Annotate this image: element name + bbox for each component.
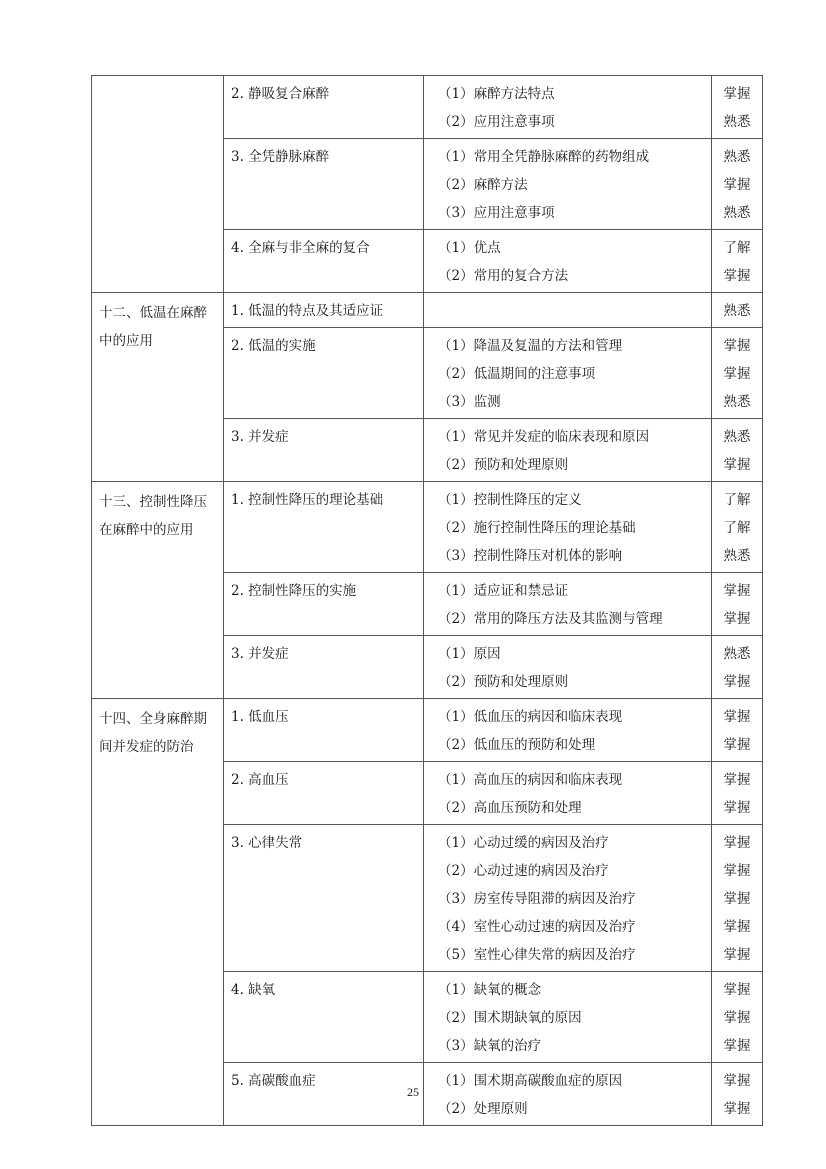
content-item: （1）缺氧的概念 — [438, 982, 542, 998]
requirement-level: 掌握 — [723, 1101, 751, 1117]
level-cell — [712, 636, 763, 699]
requirement-level: 掌握 — [723, 611, 751, 627]
topic-cell — [224, 762, 424, 825]
requirement-level: 掌握 — [723, 709, 751, 725]
unit-title-line: 十三、控制性降压 — [99, 494, 207, 510]
content-item: （2）麻醉方法 — [438, 177, 528, 193]
topic-cell — [224, 699, 424, 762]
topic-cell — [224, 419, 424, 482]
requirement-level: 熟悉 — [723, 429, 751, 445]
content-item: （1）降温及复温的方法和管理 — [438, 338, 623, 354]
unit-title-line: 十四、全身麻醉期 — [99, 711, 207, 727]
unit-title-line: 十二、低温在麻醉 — [99, 305, 207, 321]
content-item: （1）优点 — [438, 240, 501, 256]
content-cell — [424, 636, 712, 699]
topic-cell — [224, 573, 424, 636]
topic-name: 1. 低温的特点及其适应证 — [231, 303, 384, 319]
level-cell — [712, 419, 763, 482]
content-item: （2）处理原则 — [438, 1101, 528, 1117]
requirement-level: 熟悉 — [723, 548, 751, 564]
content-item: （2）围术期缺氧的原因 — [438, 1010, 582, 1026]
requirement-level: 掌握 — [723, 268, 751, 284]
content-cell — [424, 762, 712, 825]
requirement-level: 掌握 — [723, 366, 751, 382]
content-item: （2）低温期间的注意事项 — [438, 366, 596, 382]
topic-name: 3. 并发症 — [231, 429, 289, 445]
requirement-level: 掌握 — [723, 338, 751, 354]
topic-name: 1. 控制性降压的理论基础 — [231, 492, 384, 508]
topic-cell — [224, 293, 424, 328]
content-cell — [424, 76, 712, 139]
topic-name: 4. 缺氧 — [231, 982, 276, 998]
syllabus-body — [92, 76, 763, 1126]
content-item: （3）应用注意事项 — [438, 205, 555, 221]
content-item — [424, 297, 711, 325]
level-cell — [712, 328, 763, 419]
topic-name: 3. 心律失常 — [231, 835, 303, 851]
content-cell — [424, 825, 712, 972]
content-cell — [424, 972, 712, 1063]
content-cell — [424, 419, 712, 482]
requirement-level: 了解 — [723, 520, 751, 536]
requirement-level: 掌握 — [723, 1073, 751, 1089]
content-item: （2）常用的复合方法 — [438, 268, 569, 284]
content-item: （2）高血压预防和处理 — [438, 800, 582, 816]
topic-cell — [224, 482, 424, 573]
content-cell — [424, 230, 712, 293]
requirement-level: 熟悉 — [723, 149, 751, 165]
level-cell — [712, 230, 763, 293]
content-item: （3）控制性降压对机体的影响 — [438, 548, 623, 564]
topic-name: 3. 全凭静脉麻醉 — [231, 149, 330, 165]
content-item: （2）预防和处理原则 — [438, 674, 569, 690]
requirement-level: 掌握 — [723, 947, 751, 963]
content-item: （2）常用的降压方法及其监测与管理 — [438, 611, 663, 627]
requirement-level: 掌握 — [723, 863, 751, 879]
content-item: （3）房室传导阻滞的病因及治疗 — [438, 891, 636, 907]
unit-title-cell — [92, 76, 224, 293]
requirement-level: 掌握 — [723, 772, 751, 788]
level-cell — [712, 699, 763, 762]
content-item: （1）麻醉方法特点 — [438, 86, 555, 102]
syllabus-table — [91, 75, 763, 1126]
topic-name: 3. 并发症 — [231, 646, 289, 662]
content-item: （1）常用全凭静脉麻醉的药物组成 — [438, 149, 650, 165]
level-cell — [712, 293, 763, 328]
content-item: （5）室性心律失常的病因及治疗 — [438, 947, 636, 963]
requirement-level: 掌握 — [723, 1010, 751, 1026]
requirement-level: 熟悉 — [723, 303, 751, 319]
topic-name: 4. 全麻与非全麻的复合 — [231, 240, 370, 256]
content-item: （2）心动过速的病因及治疗 — [438, 863, 609, 879]
content-item: （2）预防和处理原则 — [438, 457, 569, 473]
table-row — [92, 293, 763, 328]
unit-title-line: 中的应用 — [99, 333, 153, 349]
unit-title-line: 在麻醉中的应用 — [99, 522, 194, 538]
content-item: （1）原因 — [438, 646, 501, 662]
content-item: （4）室性心动过速的病因及治疗 — [438, 919, 636, 935]
level-cell — [712, 825, 763, 972]
content-item: （2）施行控制性降压的理论基础 — [438, 520, 636, 536]
unit-title-cell — [92, 293, 224, 482]
content-item: （1）心动过缓的病因及治疗 — [438, 835, 609, 851]
topic-name: 5. 高碳酸血症 — [231, 1073, 316, 1089]
level-cell — [712, 76, 763, 139]
requirement-level: 掌握 — [723, 177, 751, 193]
content-item: （2）低血压的预防和处理 — [438, 737, 596, 753]
requirement-level: 了解 — [723, 492, 751, 508]
requirement-level: 掌握 — [723, 800, 751, 816]
content-item: （1）低血压的病因和临床表现 — [438, 709, 623, 725]
requirement-level: 熟悉 — [723, 646, 751, 662]
content-cell — [424, 482, 712, 573]
unit-title-cell — [92, 699, 224, 1126]
content-item: （3）缺氧的治疗 — [438, 1038, 542, 1054]
table-row — [92, 76, 763, 139]
level-cell — [712, 762, 763, 825]
content-item: （1）围术期高碳酸血症的原因 — [438, 1073, 623, 1089]
topic-cell — [224, 825, 424, 972]
topic-name: 2. 静吸复合麻醉 — [231, 86, 330, 102]
level-cell — [712, 972, 763, 1063]
topic-cell — [224, 76, 424, 139]
content-item: （2）应用注意事项 — [438, 114, 555, 130]
requirement-level: 掌握 — [723, 835, 751, 851]
content-cell — [424, 139, 712, 230]
content-cell — [424, 573, 712, 636]
requirement-level: 掌握 — [723, 86, 751, 102]
requirement-level: 掌握 — [723, 891, 751, 907]
page-number: 25 — [407, 1085, 419, 1099]
topic-name: 2. 高血压 — [231, 772, 289, 788]
table-row — [92, 482, 763, 573]
requirement-level: 熟悉 — [723, 205, 751, 221]
table-row — [92, 699, 763, 762]
content-cell — [424, 328, 712, 419]
requirement-level: 掌握 — [723, 583, 751, 599]
topic-name: 2. 低温的实施 — [231, 338, 316, 354]
unit-title-line: 间并发症的防治 — [99, 739, 194, 755]
topic-cell — [224, 230, 424, 293]
requirement-level: 熟悉 — [723, 114, 751, 130]
content-cell — [424, 699, 712, 762]
level-cell — [712, 573, 763, 636]
requirement-level: 掌握 — [723, 457, 751, 473]
topic-name: 2. 控制性降压的实施 — [231, 583, 357, 599]
topic-cell — [224, 972, 424, 1063]
level-cell — [712, 482, 763, 573]
level-cell — [712, 139, 763, 230]
requirement-level: 了解 — [723, 240, 751, 256]
content-item: （1）常见并发症的临床表现和原因 — [438, 429, 650, 445]
topic-cell — [224, 328, 424, 419]
requirement-level: 掌握 — [723, 982, 751, 998]
requirement-level: 掌握 — [723, 737, 751, 753]
topic-cell — [224, 636, 424, 699]
content-item: （3）监测 — [438, 394, 501, 410]
content-item: （1）控制性降压的定义 — [438, 492, 582, 508]
requirement-level: 熟悉 — [723, 394, 751, 410]
requirement-level: 掌握 — [723, 919, 751, 935]
content-item: （1）高血压的病因和临床表现 — [438, 772, 623, 788]
topic-name: 1. 低血压 — [231, 709, 289, 725]
content-cell — [424, 293, 712, 328]
content-item: （1）适应证和禁忌证 — [438, 583, 569, 599]
requirement-level: 掌握 — [723, 1038, 751, 1054]
topic-cell — [224, 139, 424, 230]
unit-title-cell — [92, 482, 224, 699]
requirement-level: 掌握 — [723, 674, 751, 690]
